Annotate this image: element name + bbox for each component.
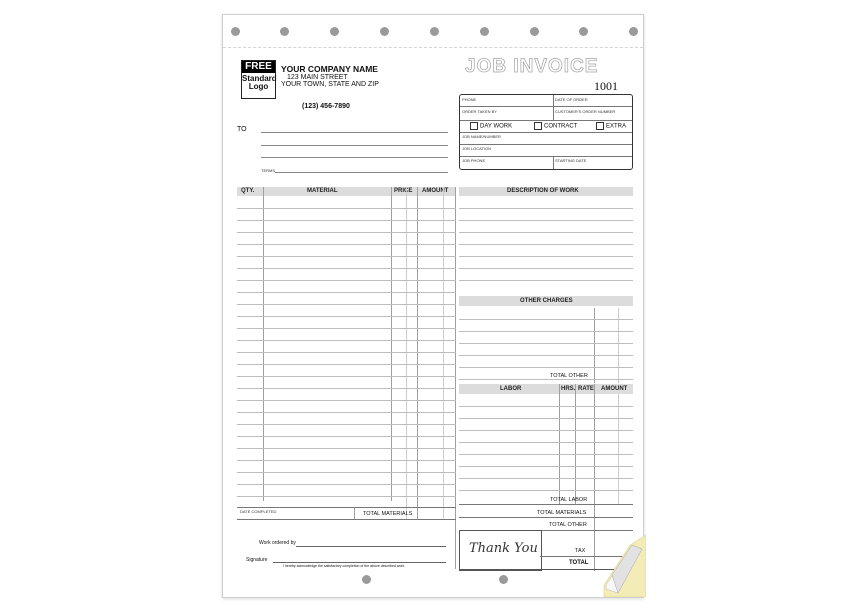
to-label: TO (237, 126, 247, 133)
other-row-line (459, 355, 633, 356)
hrs-header: HRS. (561, 386, 576, 392)
hrs-col-line (559, 384, 560, 504)
job-info-box (459, 94, 633, 170)
info-row-line (460, 156, 632, 157)
description-row-line (459, 268, 633, 269)
material-row-line (237, 292, 456, 293)
info-col-line (553, 95, 554, 120)
company-city: YOUR TOWN, STATE AND ZIP (281, 81, 379, 88)
labor-row-line (459, 466, 633, 467)
punch-hole (430, 27, 439, 36)
other-charges-header: OTHER CHARGES (520, 298, 573, 304)
info-row-line (460, 120, 632, 121)
rate-header: RATE (578, 386, 594, 392)
to-line (261, 145, 448, 146)
contract-label: CONTRACT (544, 123, 578, 130)
free-logo-badge (241, 60, 276, 99)
punch-hole (499, 575, 508, 584)
material-row-line (237, 448, 456, 449)
day-work-checkbox[interactable] (470, 122, 478, 130)
material-row-line (237, 208, 456, 209)
other-row-line (459, 367, 633, 368)
other-row-line (459, 331, 633, 332)
grand-total-label: TOTAL (569, 560, 589, 566)
other-row-line (459, 379, 633, 380)
material-row-line (237, 436, 456, 437)
description-header: DESCRIPTION OF WORK (507, 188, 579, 194)
day-work-label: DAY WORK (480, 123, 513, 130)
company-phone: (123) 456-7890 (302, 103, 350, 110)
material-row-line (237, 460, 456, 461)
price-amount-line (417, 187, 418, 519)
other-row-line (459, 319, 633, 320)
labor-amount-header: AMOUNT (601, 386, 628, 392)
material-row-line (237, 472, 456, 473)
carbon-copy-curl (598, 535, 646, 597)
material-row-line (237, 304, 456, 305)
material-row-line (237, 232, 456, 233)
description-row-line (459, 244, 633, 245)
material-row-line (237, 280, 456, 281)
description-row-line (459, 256, 633, 257)
other-row-line (459, 343, 633, 344)
logo-free-text: FREE (242, 61, 275, 73)
material-header: MATERIAL (307, 188, 338, 194)
thank-you-text: Thank You (469, 541, 538, 556)
order-taken-by-label: ORDER TAKEN BY (462, 109, 497, 114)
punch-hole (380, 27, 389, 36)
labor-row-line (459, 430, 633, 431)
contract-option[interactable] (534, 122, 577, 130)
total-materials-label: TOTAL MATERIALS (363, 511, 413, 517)
starting-date-label: STARTING DATE (555, 158, 587, 163)
labor-amount-line (594, 384, 595, 504)
material-row-line (237, 412, 456, 413)
materials-bottom-line (237, 507, 456, 508)
logo-logo-text: Logo (248, 82, 269, 91)
material-row-line (237, 268, 456, 269)
date-of-order-label: DATE OF ORDER (555, 97, 588, 102)
total-other-label: TOTAL OTHER (550, 373, 588, 379)
price-col-line (406, 187, 407, 519)
material-row-line (237, 364, 456, 365)
job-location-label: JOB LOCATION (462, 146, 492, 151)
customer-order-number-label: CUSTOMER'S ORDER NUMBER (555, 109, 616, 114)
invoice-form (222, 14, 644, 598)
labor-row-line (459, 442, 633, 443)
signature-line (273, 562, 446, 563)
material-row-line (237, 376, 456, 377)
punch-hole (280, 27, 289, 36)
material-row-line (237, 220, 456, 221)
perforation-line (223, 47, 643, 48)
material-row-line (237, 400, 456, 401)
labor-row-line (459, 454, 633, 455)
material-row-line (237, 388, 456, 389)
punch-hole (330, 27, 339, 36)
description-row-line (459, 208, 633, 209)
summary-total-materials-label: TOTAL MATERIALS (537, 510, 587, 516)
page-title: JOB INVOICE (465, 56, 599, 77)
day-work-option[interactable] (470, 122, 512, 130)
total-materials-divider (354, 507, 355, 519)
job-name-label: JOB NAME/NUMBER (462, 134, 501, 139)
extra-option[interactable] (596, 122, 626, 130)
description-row-line (459, 280, 633, 281)
to-line (261, 157, 448, 158)
qty-header: QTY. (241, 188, 255, 194)
labor-header: LABOR (500, 386, 522, 392)
labor-cents-line (618, 394, 619, 504)
material-row-line (237, 328, 456, 329)
logo-standard-text: Standard (242, 74, 277, 83)
terms-line (275, 172, 448, 173)
totals-row-line (459, 517, 633, 518)
description-row-line (459, 232, 633, 233)
material-row-line (237, 316, 456, 317)
punch-hole (480, 27, 489, 36)
materials-bottom-line (237, 519, 456, 520)
labor-row-line (459, 418, 633, 419)
punch-hole (629, 27, 638, 36)
punch-hole (579, 27, 588, 36)
extra-label: EXTRA (606, 123, 627, 130)
extra-checkbox[interactable] (596, 122, 604, 130)
price-header: PRICE (394, 188, 413, 194)
description-row-line (459, 220, 633, 221)
info-col-line (553, 156, 554, 169)
punch-hole (231, 27, 240, 36)
totals-row-line (459, 504, 633, 505)
material-row-line (237, 340, 456, 341)
summary-total-other-label: TOTAL OTHER (549, 522, 587, 528)
date-completed-label: DATE COMPLETED (240, 509, 277, 514)
work-ordered-by-label: Work ordered by (259, 540, 296, 546)
phone-label: PHONE (462, 97, 477, 102)
signature-label: Signature (246, 557, 268, 563)
material-row-line (237, 424, 456, 425)
tax-label: TAX (575, 548, 586, 554)
info-row-line (460, 144, 632, 145)
material-row-line (237, 256, 456, 257)
contract-checkbox[interactable] (534, 122, 542, 130)
invoice-number: 1001 (594, 79, 618, 93)
job-phone-label: JOB PHONE (462, 158, 486, 163)
material-col-line (391, 187, 392, 501)
amount-header: AMOUNT (422, 188, 449, 194)
info-row-line (460, 132, 632, 133)
punch-hole (530, 27, 539, 36)
info-row-line (460, 106, 632, 107)
rate-col-line (575, 384, 576, 504)
material-row-line (237, 484, 456, 485)
material-row-line (237, 244, 456, 245)
company-name: YOUR COMPANY NAME (281, 64, 378, 74)
labor-row-line (459, 478, 633, 479)
acknowledge-text: I hereby acknowledge the satisfactory completion of the above described work. (283, 564, 406, 568)
punch-hole (362, 575, 371, 584)
amount-col-line (443, 187, 444, 519)
totals-divider (594, 491, 595, 571)
terms-label: TERMS (261, 168, 275, 173)
material-row-line (237, 496, 456, 497)
material-row-line (237, 352, 456, 353)
to-line (261, 132, 448, 133)
work-ordered-by-line (296, 546, 446, 547)
company-street: 123 MAIN STREET (287, 74, 348, 81)
labor-row-line (459, 490, 633, 491)
qty-col-line (263, 187, 264, 501)
total-labor-label: TOTAL LABOR (550, 497, 588, 503)
labor-row-line (459, 406, 633, 407)
